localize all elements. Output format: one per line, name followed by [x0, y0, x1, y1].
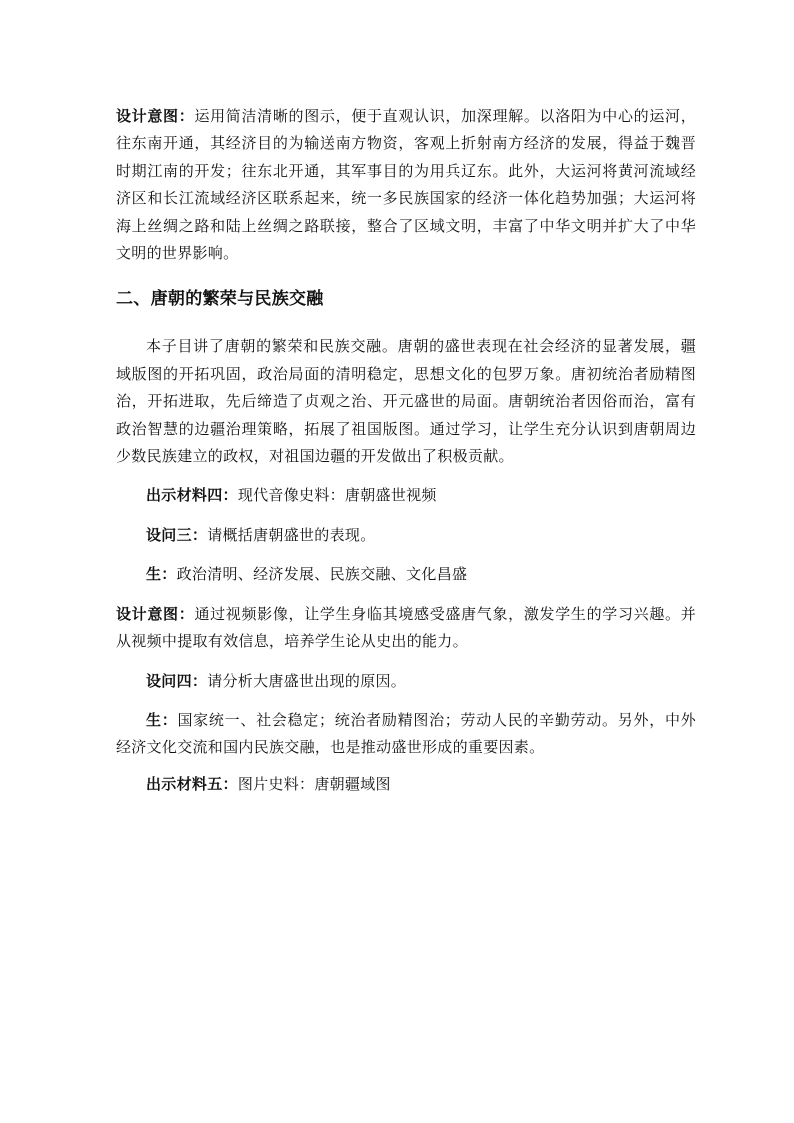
section-heading: 二、唐朝的繁荣与民族交融 [116, 289, 324, 310]
student-answer-text: 政治清明、经济发展、民族交融、文化昌盛 [176, 565, 468, 584]
material-four-line [116, 482, 696, 509]
design-intent-label: 设计意图： [116, 604, 195, 623]
material-four-text: 现代音像史料：唐朝盛世视频 [237, 486, 437, 505]
design-intent-label: 设计意图： [116, 107, 195, 125]
design-intent-paragraph-2 [116, 601, 696, 656]
material-five-label: 出示材料五： [146, 774, 238, 793]
question-four-label: 设问四： [146, 671, 208, 690]
student-answer-text: 国家统一、社会稳定；统治者励精图治；劳动人民的辛勤劳动。另外，中外经济文化交流和国内民族交融，也是推动盛世形成的重要因素。 [116, 710, 696, 757]
question-three-line [116, 522, 696, 549]
question-four-text: 请分析大唐盛世出现的原因。 [207, 671, 407, 690]
student-label: 生： [146, 710, 178, 729]
student-label: 生： [146, 565, 177, 584]
material-four-label: 出示材料四： [146, 486, 238, 505]
question-three-text: 请概括唐朝盛世的表现。 [207, 525, 376, 544]
document-page [116, 103, 696, 798]
material-five-line [116, 771, 696, 798]
question-three-label: 设问三： [146, 525, 208, 544]
section-intro-paragraph: 本子目讲了唐朝的繁荣和民族交融。唐朝的盛世表现在社会经济的显著发展，疆域版图的开拓巩固，政治局面的清明稳定，思想文化的包罗万象。唐初统治者励精图治，开拓进取，先后缔造了贞观之治、开元盛世的局面。唐朝统治者因俗而治，富有政治智慧的边疆治理策略，拓展了祖国版图。通过学习，让学生充分认识到唐朝周边少数民族建立的政权，对祖国边疆的开发做出了积极贡献。 [116, 337, 696, 466]
design-intent-paragraph-1 [116, 103, 696, 267]
material-five-text: 图片史料：唐朝疆域图 [237, 774, 391, 793]
design-intent-text: 运用简洁清晰的图示，便于直观认识，加深理解。以洛阳为中心的运河，往东南开通，其经济目的为输送南方物资，客观上折射南方经济的发展，得益于魏晋时期江南的开发；往东北开通，其军事目的为用兵辽东。此外，大运河将黄河流域经济区和长江流域经济区联系起来，统一多民族国家的经济一体化趋势加强；大运河将海上丝绸之路和陆上丝绸之路联接，整合了区域文明，丰富了中华文明并扩大了中华文明的世界影响。 [116, 107, 696, 263]
student-answer-two [116, 707, 696, 762]
design-intent-text: 通过视频影像，让学生身临其境感受盛唐气象，激发学生的学习兴趣。并从视频中提取有效信息，培养学生论从史出的能力。 [116, 604, 696, 651]
question-four-line [116, 668, 696, 695]
student-answer-one [116, 561, 696, 588]
